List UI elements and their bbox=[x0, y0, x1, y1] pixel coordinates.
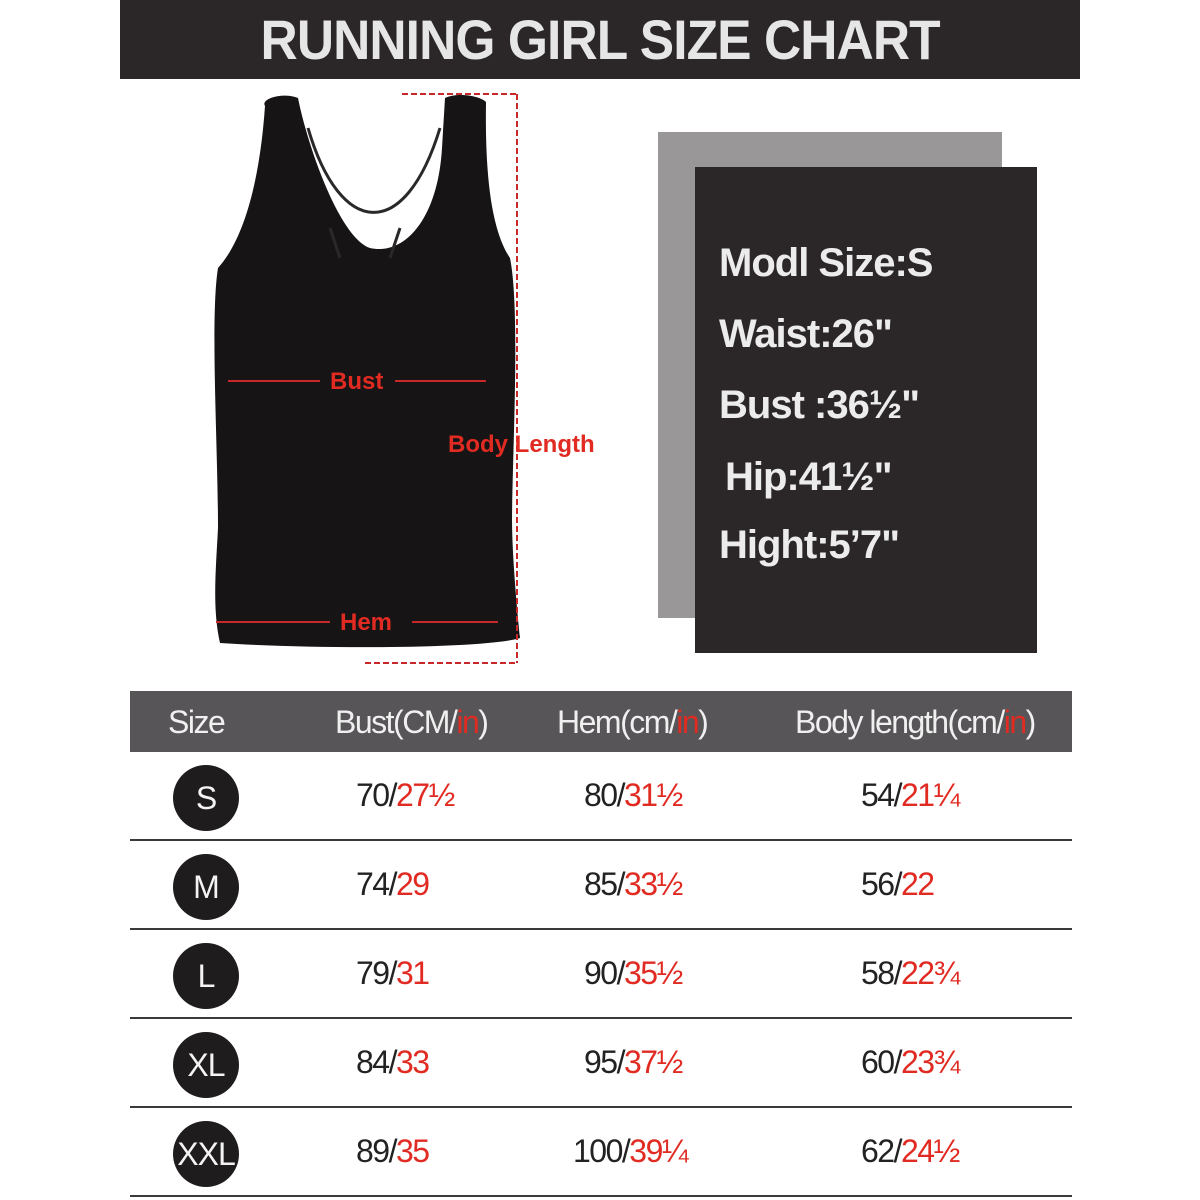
model-hip: Hip:41½" bbox=[725, 455, 892, 499]
bust-label: Bust bbox=[330, 368, 384, 395]
size-badge: M bbox=[173, 854, 239, 920]
bust-cell: 89/35 bbox=[356, 1133, 429, 1169]
model-waist: Waist:26" bbox=[719, 312, 892, 356]
size-badge: S bbox=[173, 765, 239, 831]
header-size: Size bbox=[168, 704, 225, 740]
length-cell: 60/23¾ bbox=[861, 1044, 959, 1080]
table-header bbox=[130, 691, 1072, 752]
size-badge: XXL bbox=[173, 1121, 239, 1187]
bust-cell: 70/27½ bbox=[356, 777, 454, 813]
length-cell: 54/21¼ bbox=[861, 777, 959, 813]
hem-cell: 85/33½ bbox=[584, 866, 682, 902]
table-row bbox=[130, 752, 1072, 841]
tank-top-illustration bbox=[190, 88, 620, 678]
size-badge: XL bbox=[173, 1032, 239, 1098]
hem-cell: 80/31½ bbox=[584, 777, 682, 813]
tank-top-diagram bbox=[190, 88, 620, 678]
table-row bbox=[130, 841, 1072, 930]
header-hem: Hem(cm/in) bbox=[557, 704, 708, 740]
header-body-length: Body length(cm/in) bbox=[795, 704, 1035, 740]
bust-cell: 74/29 bbox=[356, 866, 429, 902]
table-row bbox=[130, 1019, 1072, 1108]
bust-cell: 84/33 bbox=[356, 1044, 429, 1080]
length-cell: 58/22¾ bbox=[861, 955, 959, 991]
bust-cell: 79/31 bbox=[356, 955, 429, 991]
table-row bbox=[130, 1108, 1072, 1197]
table-row bbox=[130, 930, 1072, 1019]
hem-cell: 100/39¼ bbox=[573, 1133, 688, 1169]
body-length-label: Body Length bbox=[448, 431, 595, 458]
model-bust: Bust :36½" bbox=[719, 383, 920, 427]
model-height: Hight:5’7" bbox=[719, 523, 900, 567]
hem-cell: 95/37½ bbox=[584, 1044, 682, 1080]
title-bar bbox=[120, 0, 1080, 79]
hem-cell: 90/35½ bbox=[584, 955, 682, 991]
length-cell: 56/22 bbox=[861, 866, 934, 902]
header-bust: Bust(CM/in) bbox=[335, 704, 488, 740]
page-title: RUNNING GIRL SIZE CHART bbox=[260, 8, 940, 71]
length-cell: 62/24½ bbox=[861, 1133, 959, 1169]
size-table bbox=[130, 691, 1072, 1197]
model-size: Modl Size:S bbox=[719, 241, 933, 285]
hem-label: Hem bbox=[340, 609, 393, 636]
size-badge: L bbox=[173, 943, 239, 1009]
model-info-card bbox=[695, 167, 1037, 653]
